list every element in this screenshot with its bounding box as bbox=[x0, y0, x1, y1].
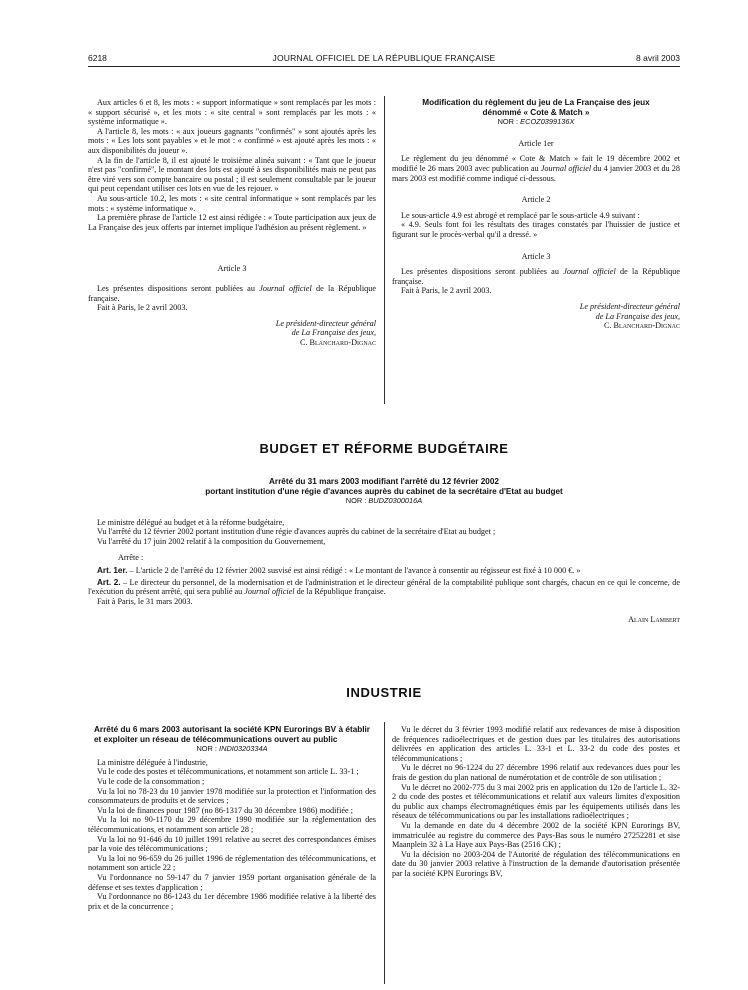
signature-title: Le président-directeur général bbox=[579, 301, 680, 311]
decision-title-line2: dénommé « Cote & Match » bbox=[482, 107, 590, 117]
paragraph: Aux articles 6 et 8, les mots : « support informatique » sont remplacés par les mots : « support sécurisé », et les mots : « site central » sont remplacés par les mots : « système informatique ». bbox=[88, 98, 376, 127]
paragraph: Vu la loi no 90-1170 du 29 décembre 1990 modifiée sur la réglementation des télécommunications, et notamment son article 28 ; bbox=[88, 815, 376, 834]
nor-label: NOR : bbox=[196, 744, 220, 754]
paragraph: Vu l'ordonnance no 86-1243 du 1er décembre 1986 modifiée relative à la liberté des prix et de la concurrence ; bbox=[88, 892, 376, 911]
top-left-column bbox=[88, 98, 376, 347]
top-right-column bbox=[392, 98, 680, 331]
done-at: Fait à Paris, le 31 mars 2003. bbox=[97, 596, 193, 606]
journal-title: JOURNAL OFFICIEL DE LA RÉPUBLIQUE FRANÇAISE bbox=[272, 53, 496, 63]
paragraph: Vu la loi no 91-646 du 10 juillet 1991 relative au secret des correspondances émises par la voie des télécommunications ; bbox=[88, 834, 376, 854]
done-at: Fait à Paris, le 2 avril 2003. bbox=[401, 286, 492, 296]
signature-org: de La Française des jeux, bbox=[291, 328, 376, 338]
article-heading: Article 3 bbox=[521, 251, 551, 261]
arrete-line: Arrête : bbox=[118, 552, 144, 562]
paragraph: Le sous-article 4.9 est abrogé et remplacé par le sous-article 4.9 suivant : bbox=[401, 210, 640, 220]
paragraph: « 4.9. Seuls font foi les résultats des tirages constatés par l'huissier de justice et figurant sur le procès-verbal qu'il a dressé. » bbox=[392, 220, 680, 239]
paragraph: Vu la décision no 2003-204 de l'Autorité de régulation des télécommunications en date du 30 janvier 2003 relative à l'instruction de la demande d'autorisation présentée par la société KPN Eurorings BV, bbox=[392, 849, 680, 878]
page-header bbox=[88, 53, 680, 67]
text-run: Les présentes dispositions seront publiées au bbox=[401, 267, 564, 277]
text-run: Le règlement du jeu dénommé « Cote & Match » fait le 19 décembre 2002 et modifié le 26 mars 2003 avec publication au bbox=[392, 154, 680, 173]
section-heading-budget: BUDGET ET RÉFORME BUDGÉTAIRE bbox=[259, 441, 509, 456]
article-label: Art. 2. bbox=[97, 577, 121, 587]
text-run: du 4 janvier 2003 et du 28 mars 2003 est modifié comme indiqué ci-dessous. bbox=[392, 163, 680, 183]
text-run: Les présentes dispositions seront publiées au bbox=[97, 283, 260, 293]
decree-title: Arrêté du 31 mars 2003 modifiant l'arrêté du 12 février 2002 bbox=[269, 477, 499, 486]
journal-officiel-italic: Journal officiel bbox=[540, 163, 592, 173]
paragraph: Vu la demande en date du 4 décembre 2002 de la société KPN Eurorings BV, immatriculée au registre du commerce des Pays-Bas sous le numéro 27252281 et sise Maanplein 32 à La Haye aux Pays-Bas (2516 CK) ; bbox=[392, 820, 680, 850]
paragraph bbox=[392, 154, 680, 183]
article-heading: Article 3 bbox=[217, 264, 247, 274]
journal-officiel-italic: Journal officiel bbox=[244, 587, 295, 597]
signatory-name: C. Blanchard-Dignac bbox=[300, 337, 376, 347]
article-label: Art. 1er. bbox=[97, 566, 128, 576]
paragraph: Vu le décret du 3 février 1993 modifié relatif aux redevances de mise à disposition de fréquences radioélectriques et de gestion dues par les titulaires des autorisations délivrées en application des articles L. 33-1 et L. 33-2 du code des postes et télécommunications ; bbox=[392, 725, 680, 763]
signature-org: de La Française des jeux, bbox=[595, 311, 680, 321]
journal-officiel-italic: Journal officiel bbox=[563, 267, 616, 277]
decree-title: Arrêté du 6 mars 2003 autorisant la société KPN Eurorings BV à établir et exploiter un réseau de télécommunications ouvert au public bbox=[94, 725, 370, 744]
article-heading: Article 2 bbox=[521, 195, 551, 205]
nor-label: NOR : bbox=[497, 117, 521, 127]
paragraph: Le ministre délégué au budget et à la réforme budgétaire, bbox=[97, 517, 285, 527]
column-separator bbox=[384, 96, 385, 404]
industrie-left-column bbox=[88, 725, 376, 911]
signatory-name: Alain Lambert bbox=[628, 614, 680, 624]
industrie-right-column bbox=[392, 725, 680, 879]
paragraph: La première phrase de l'article 12 est ainsi rédigée : « Toute participation aux jeux de La Française des jeux offerts par internet implique l'adhésion au présent règlement. » bbox=[88, 213, 376, 232]
paragraph: Vu la loi no 96-659 du 26 juillet 1996 de réglementation des télécommunications, et notamment son article 22 ; bbox=[88, 853, 376, 873]
paragraph: Vu l'arrêté du 17 juin 2002 relatif à la composition du Gouvernement, bbox=[97, 536, 326, 546]
signature-title: Le président-directeur général bbox=[275, 318, 376, 328]
nor-code: INDI0320334A bbox=[219, 744, 268, 754]
text-run: – Le directeur du personnel, de la modernisation et de l'administration et le directeur général de la comptabilité publique sont chargés, chacun en ce qui le concerne, de l'exécution du présent arrêté, qui sera publié au bbox=[88, 577, 680, 597]
article-heading: Article 1er bbox=[518, 138, 554, 148]
column-separator bbox=[384, 722, 385, 984]
issue-date: 8 avril 2003 bbox=[636, 53, 680, 63]
paragraph: Vu le décret no 96-1224 du 27 décembre 1996 relatif aux redevances dues pour les frais de gestion du plan national de numérotation et de contrôle de son utilisation ; bbox=[392, 763, 680, 782]
nor-code: BUDZ0300016A bbox=[368, 496, 423, 506]
paragraph: Vu l'ordonnance no 59-147 du 7 janvier 1959 portant organisation générale de la défense et ses textes d'application ; bbox=[88, 872, 376, 892]
paragraph: Vu l'arrêté du 12 février 2002 portant institution d'une régie d'avances auprès du cabinet de la secrétaire d'Etat au budget ; bbox=[97, 527, 496, 537]
paragraph: Vu le code des postes et télécommunications, et notamment son article L. 33-1 ; bbox=[97, 767, 359, 777]
paragraph: La ministre déléguée à l'industrie, bbox=[97, 757, 208, 767]
decision-title: Modification du règlement du jeu de La Française des jeux bbox=[422, 98, 650, 107]
publication-paragraph bbox=[392, 267, 680, 286]
page-number: 6218 bbox=[88, 53, 107, 63]
nor-label: NOR : bbox=[345, 496, 369, 506]
article-1 bbox=[88, 566, 680, 576]
nor-code: ECOZ0399136X bbox=[520, 117, 575, 127]
paragraph: A la fin de l'article 8, il est ajouté le troisième alinéa suivant : « Tant que le joueur n'est pas "confirmé", le montant des lots est ajouté à ses disponibilités mais ne peut pas être viré vers son compte bancaire ou postal ; il est seulement consultable par le joueur qui peut cependant utiliser ces lots en vue de les rejouer. » bbox=[88, 155, 376, 194]
paragraph: Vu la loi de finances pour 1987 (no 86-1317 du 30 décembre 1986) modifiée ; bbox=[97, 805, 353, 815]
text-run: – L'article 2 de l'arrêté du 12 février 2002 susvisé est ainsi rédigé : « Le montant de l'avance à consentir au régisseur est fixé à 10 000 €. » bbox=[127, 566, 581, 576]
nor-reference bbox=[392, 117, 680, 127]
article-2 bbox=[88, 578, 680, 597]
paragraph: Au sous-article 10.2, les mots : « site central informatique » sont remplacés par les mots : « système informatique ». bbox=[88, 193, 376, 213]
section-heading-industrie: INDUSTRIE bbox=[346, 685, 422, 700]
journal-officiel-italic: Journal officiel bbox=[259, 283, 312, 293]
paragraph: Vu le décret no 2002-775 du 3 mai 2002 pris en application du 12o de l'article L. 32-2 du code des postes et télécommunications et relatif aux valeurs limites d'exposition du public aux champs électromagnétiques émis par les équipements utilisés dans les réseaux de télécommunications ou par les installations radioélectriques ; bbox=[392, 782, 680, 821]
budget-decree bbox=[88, 477, 680, 624]
done-at: Fait à Paris, le 2 avril 2003. bbox=[97, 303, 188, 313]
nor-reference bbox=[88, 744, 376, 754]
text-run: de la République française. bbox=[392, 267, 681, 286]
decree-title-line2: portant institution d'une régie d'avances auprès du cabinet de la secrétaire d'Etat au budget bbox=[205, 486, 563, 496]
text-run: de la République française. bbox=[294, 587, 386, 597]
header-rule bbox=[88, 66, 680, 67]
publication-paragraph bbox=[88, 284, 376, 303]
nor-reference bbox=[88, 496, 680, 506]
paragraph: A l'article 8, les mots : « aux joueurs gagnants "confirmés" » sont ajoutés après les mots : « Les lots sont payables » et le mot : « confirmé » est ajouté après les mots : « aux disponibilités du joueur ». bbox=[88, 126, 376, 155]
paragraph: Vu le code de la consommation ; bbox=[97, 776, 205, 786]
paragraph: Vu la loi no 78-23 du 10 janvier 1978 modifiée sur la protection et l'information des consommateurs de produits et de services ; bbox=[88, 786, 376, 806]
text-run: de la République française. bbox=[88, 283, 377, 303]
signatory-name: C. Blanchard-Dignac bbox=[604, 321, 680, 331]
